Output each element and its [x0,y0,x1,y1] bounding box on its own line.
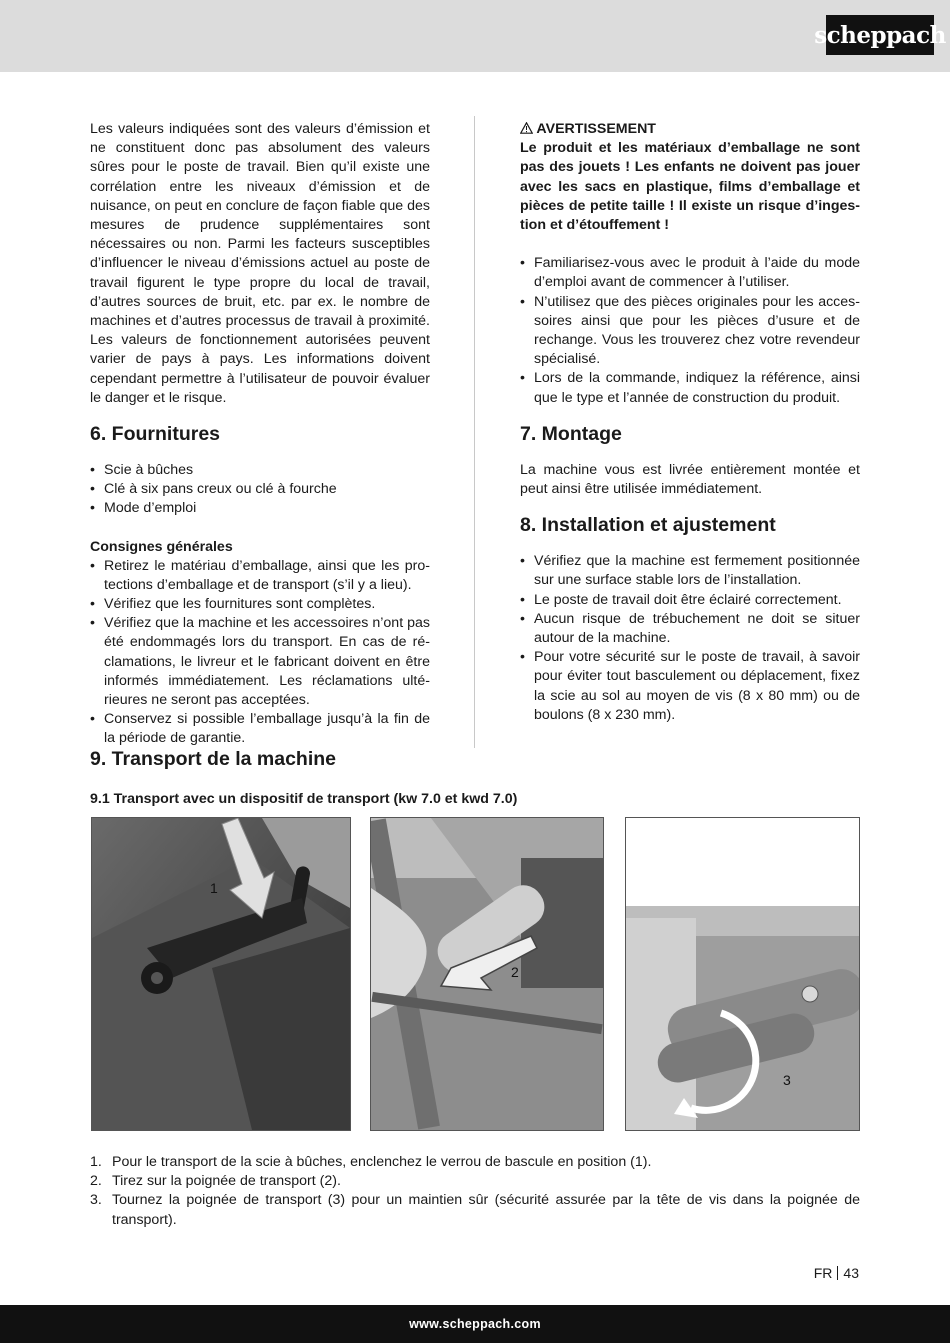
usage-list [520,254,860,408]
column-divider [474,116,475,748]
section-8-title: 8. Installation et ajustement [520,514,776,537]
general-instructions-title: Consignes générales [90,538,233,555]
step-text: Pour le transport de la scie à bûches, enclenchez le verrou de bascule en position (1). [112,1154,652,1170]
installation-list [520,552,860,725]
left-column [90,120,430,749]
brand-logo: scheppach [826,15,934,55]
step-number: 1. [90,1154,102,1170]
list-item: • Clé à six pans creux ou clé à fourche [90,480,430,499]
section-9-title: 9. Transport de la machine [90,748,336,770]
list-item: • Pour votre sécurité sur le poste de travail, à savoir pour éviter tout basculement ou déplacement, fixez la scie au sol au moyen de vis (8 x 80 mm) ou de boulons (8 x 230 mm). [520,648,860,725]
list-item: • Mode d’emploi [90,499,430,518]
supplies-list [90,461,430,519]
section-7-body: La machine vous est livrée entièrement montée et peut ainsi être utilisée immédiatement. [520,461,860,498]
warning-triangle-icon [520,121,536,137]
figure-tilt-lock [91,817,351,1131]
intro-paragraph: Les valeurs indiquées sont des valeurs d’émission et ne constituent donc pas absolument des valeurs sûres pour le poste de travail. Bien qu’il existe une corrélation entre les niveaux d’émission et de nuisance, on peut en conclure de façon fiable que des mesures de prudence supplémentaires sont nécessaires ou non. Parmi les facteurs susceptibles d’influencer le niveau d’émissions actuel au poste de travail figurent le type propre du local de travail, d’autres sources de bruit, etc. par ex. le nombre de machines et d’autres processus de travail à proximité. Les valeurs de fonctionnement autorisées peuvent varier de pays à pays. Les informations doivent cependant permettre à l’utilisateur de pouvoir évaluer le danger et le risque. [90,121,430,406]
list-item [90,1153,860,1172]
right-column [520,120,860,725]
page-number [814,1265,859,1281]
section-7-title: 7. Montage [520,422,622,445]
list-item: • Lors de la commande, indiquez la référence, ainsi que le type et l’année de construction du produit. [520,369,860,407]
warning-body: Le produit et les matériaux d’emballage ne sont pas des jouets ! Les enfants ne doivent pas jouer avec les sacs en plastique, films d’emballage et pièces de petite taille ! Il existe un risque d’ingestion et d’étouffement ! [520,140,860,234]
website-url: www.scheppach.com [409,1317,541,1331]
warning-title: AVERTISSEMENT [536,121,656,137]
section-6-title: 6. Fournitures [90,423,221,446]
list-item: • Vérifiez que la machine et les accessoires n’ont pas été endommagés lors du transport. En cas de réclamations, le livreur et le fabricant doivent en être informés immédiatement. Les réclamations ultérieures ne seront pas acceptées. [90,614,430,710]
list-item: • Le poste de travail doit être éclairé correctement. [520,591,860,610]
language-code: FR [813,1265,833,1281]
figure-rotate-handle [625,817,860,1131]
page-number-value: 43 [843,1265,859,1281]
section-9-1-title: 9.1 Transport avec un dispositif de transport (kw 7.0 et kwd 7.0) [90,791,518,807]
warning-header [520,120,860,139]
transport-steps [90,1153,860,1230]
list-item: • N’utilisez que des pièces originales pour les accessoires ainsi que pour les pièces d’usure et de rechange. Vous les trouverez chez votre revendeur spécialisé. [520,293,860,370]
general-instructions-list [90,557,430,749]
list-item: • Familiarisez-vous avec le produit à l’aide du mode d’emploi avant de commencer à l’utiliser. [520,254,860,292]
list-item: • Aucun risque de trébuchement ne doit se situer autour de la machine. [520,610,860,648]
list-item: • Conservez si possible l’emballage jusqu’à la fin de la période de garantie. [90,710,430,748]
list-item [90,1191,860,1229]
step-text: Tournez la poignée de transport (3) pour un maintien sûr (sécurité assurée par la tête de vis dans la poignée de transport). [112,1192,860,1228]
footer-bar [0,1305,950,1343]
separator [837,1266,838,1280]
step-number: 2. [90,1173,102,1190]
figure-label: 2 [511,964,519,980]
list-item: • Retirez le matériau d’emballage, ainsi que les protections d’emballage et de transport (s’il y a lieu). [90,557,430,595]
figure-label: 3 [783,1072,791,1088]
header-bar [0,0,950,72]
list-item: • Scie à bûches [90,461,430,480]
figure-label: 1 [210,880,218,896]
step-number: 3. [90,1192,102,1209]
list-item: • Vérifiez que les fournitures sont complètes. [90,595,430,614]
figure-transport-handle [370,817,604,1131]
step-text: Tirez sur la poignée de transport (2). [112,1173,341,1190]
list-item [90,1172,860,1191]
list-item: • Vérifiez que la machine est fermement positionnée sur une surface stable lors de l’installation. [520,552,860,590]
